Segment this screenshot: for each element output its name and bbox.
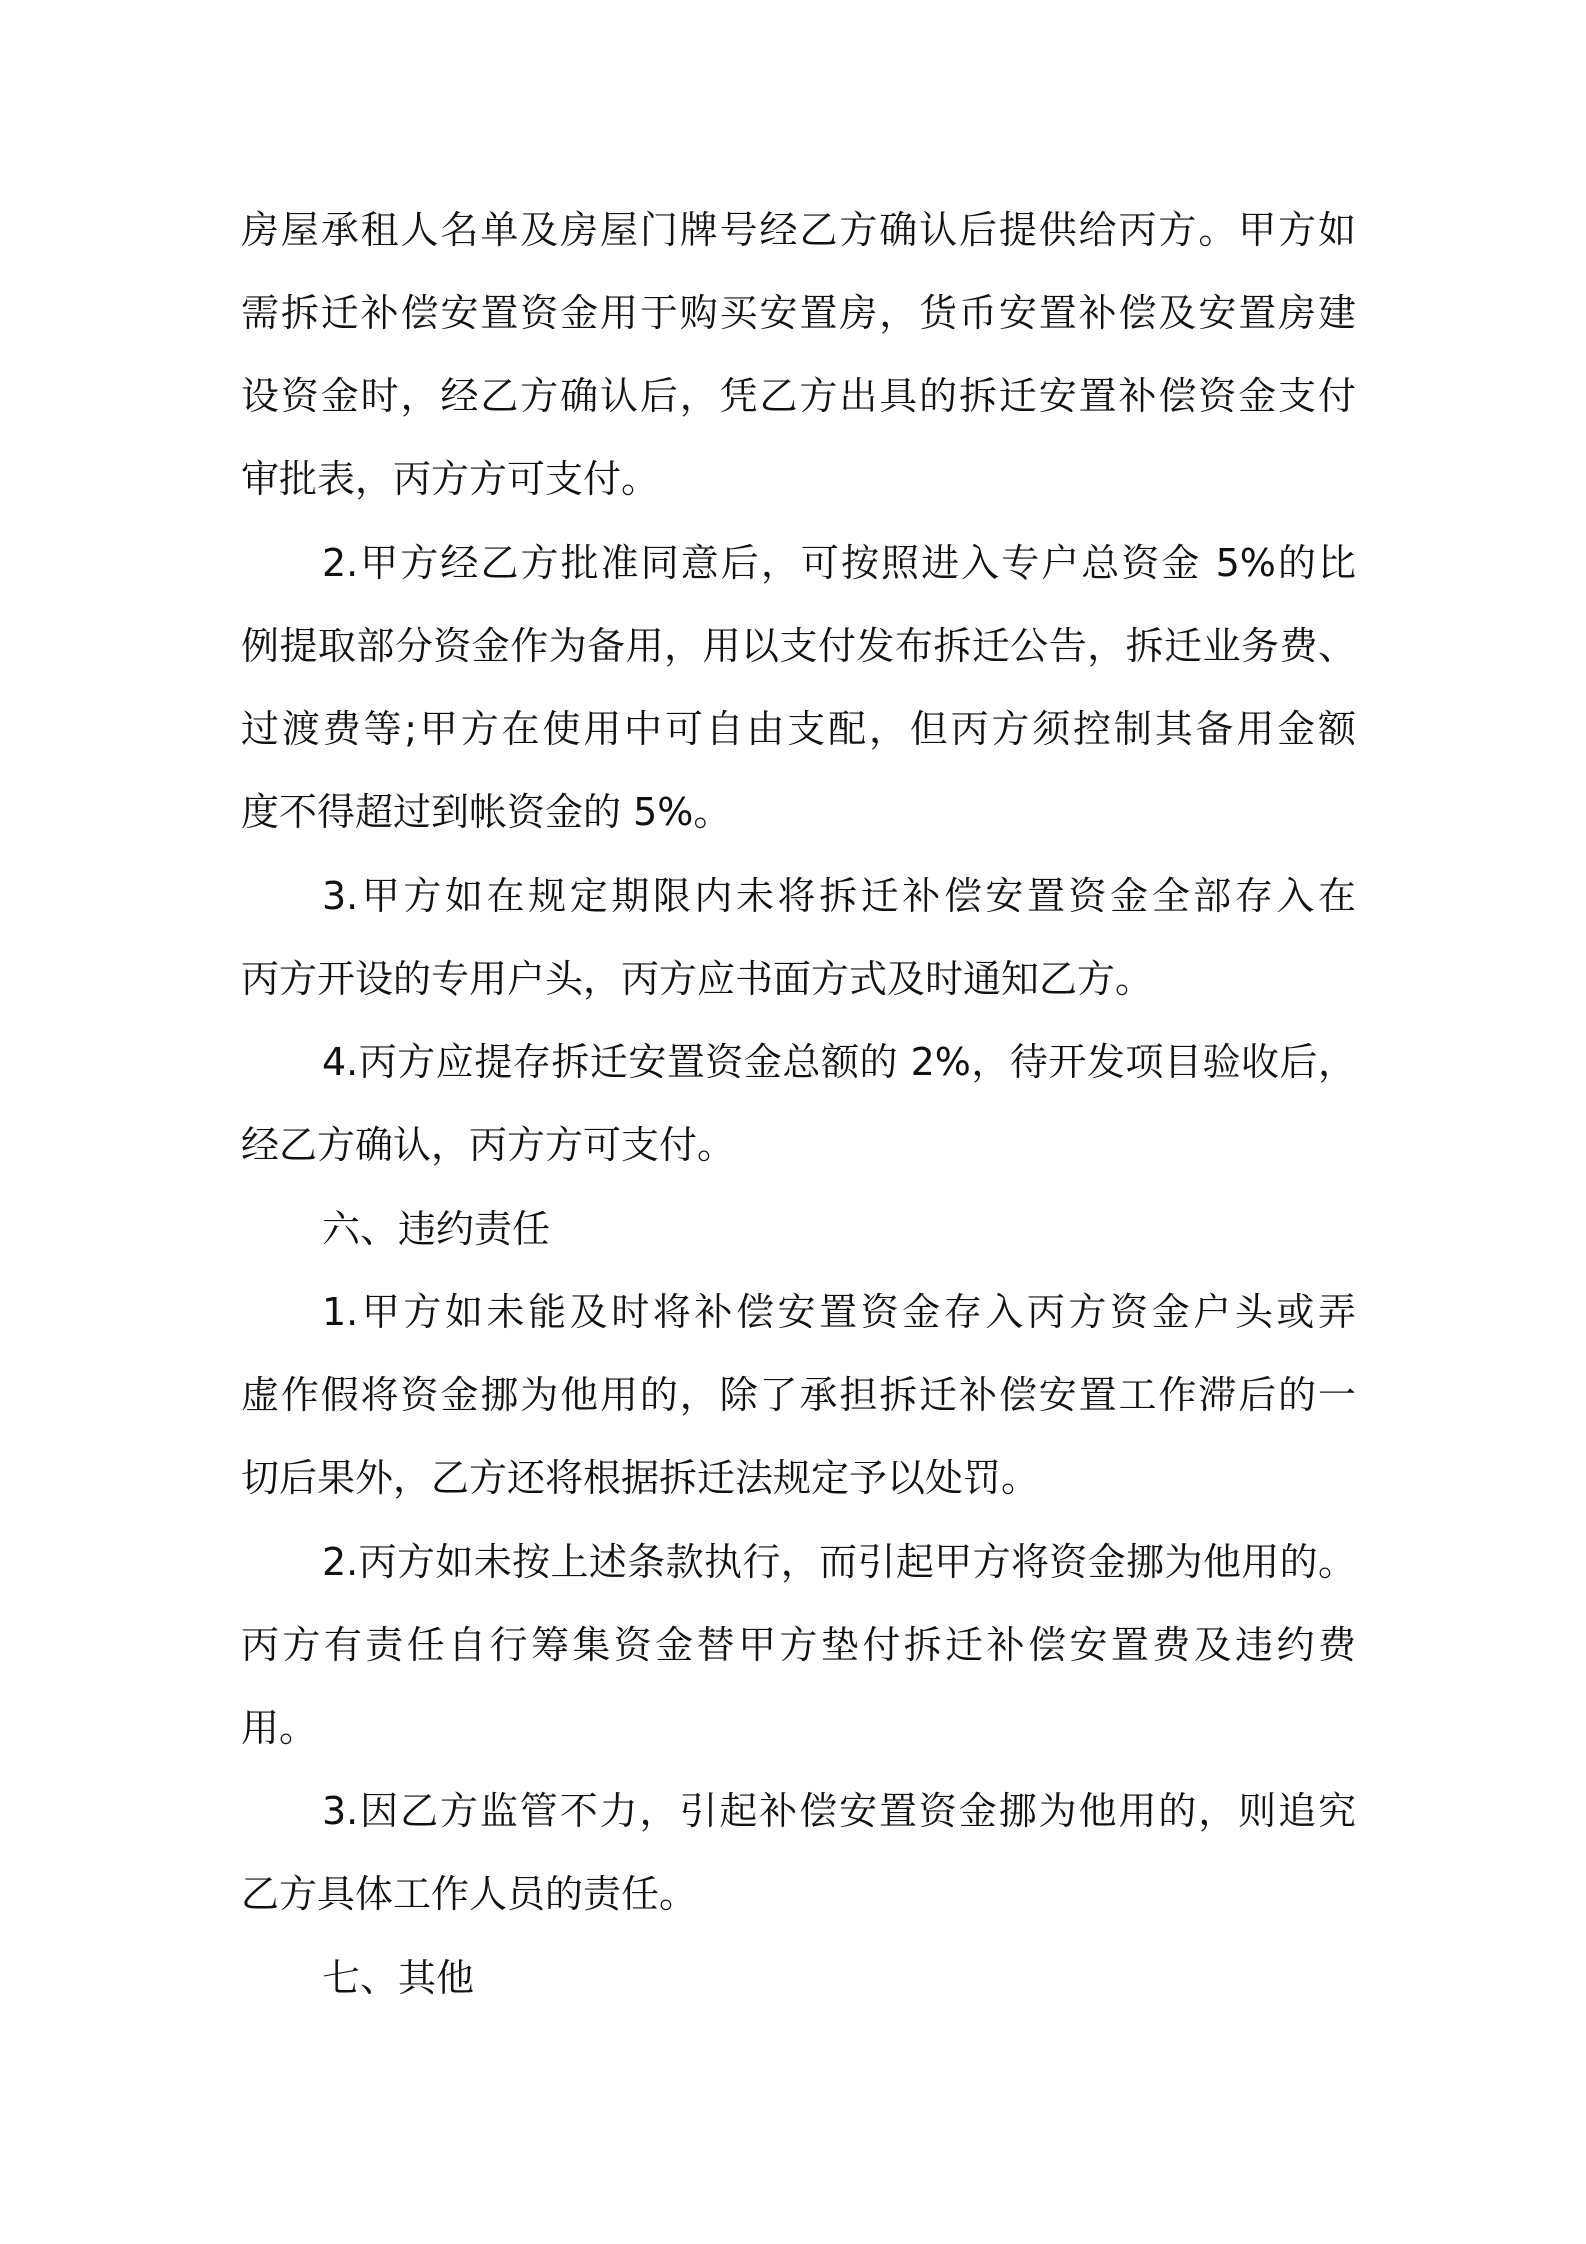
text-line-14: 1.甲方如未能及时将补偿安置资金存入丙方资金户头或弄 [322,1290,1356,1334]
text-line-6: 例提取部分资金作为备用，用以支付发布拆迁公告，拆迁业务费、 [241,624,1356,668]
text-line-4: 审批表，丙方方可支付。 [241,457,660,501]
text-line-5: 2.甲方经乙方批准同意后，可按照进入专户总资金 5%的比 [322,541,1356,585]
text-line-15: 虚作假将资金挪为他用的，除了承担拆迁补偿安置工作滞后的一 [241,1373,1356,1417]
text-line-8: 度不得超过到帐资金的 5%。 [241,790,732,834]
text-line-1: 房屋承租人名单及房屋门牌号经乙方确认后提供给丙方。甲方如 [241,208,1356,252]
text-line-17: 2.丙方如未按上述条款执行，而引起甲方将资金挪为他用的。 [322,1540,1356,1584]
text-line-9: 3.甲方如在规定期限内未将拆迁补偿安置资金全部存入在 [322,874,1356,918]
text-line-10: 丙方开设的专用户头，丙方应书面方式及时通知乙方。 [241,957,1154,1001]
text-line-20: 3.因乙方监管不力，引起补偿安置资金挪为他用的，则追究 [322,1789,1356,1833]
section-heading-other: 七、其他 [322,1956,475,2000]
text-line-7: 过渡费等;甲方在使用中可自由支配，但丙方须控制其备用金额 [241,707,1356,751]
text-line-2: 需拆迁补偿安置资金用于购买安置房，货币安置补偿及安置房建 [241,291,1356,335]
text-line-16: 切后果外，乙方还将根据拆迁法规定予以处罚。 [241,1456,1040,1500]
text-line-12: 经乙方确认，丙方方可支付。 [241,1123,736,1167]
text-line-18: 丙方有责任自行筹集资金替甲方垫付拆迁补偿安置费及违约费 [241,1623,1356,1667]
text-line-11: 4.丙方应提存拆迁安置资金总额的 2%，待开发项目验收后， [322,1040,1356,1084]
text-line-3: 设资金时，经乙方确认后，凭乙方出具的拆迁安置补偿资金支付 [241,374,1356,418]
text-line-19: 用。 [241,1706,318,1750]
section-heading-breach: 六、违约责任 [322,1207,551,1251]
text-line-21: 乙方具体工作人员的责任。 [241,1872,698,1916]
